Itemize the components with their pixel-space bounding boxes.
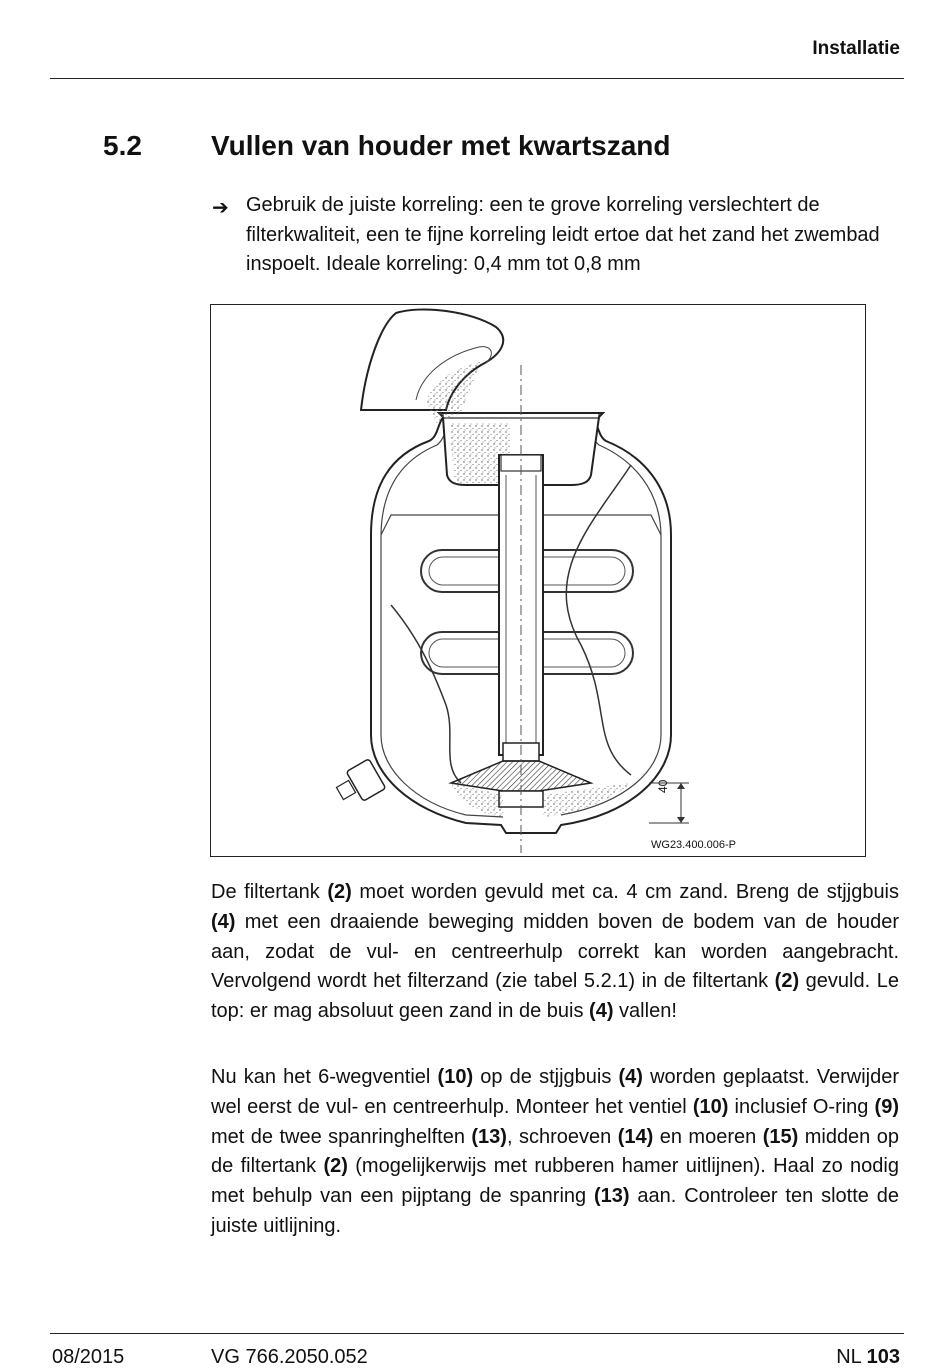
filter-tank-figure bbox=[210, 304, 866, 857]
reference-number: (13) bbox=[594, 1185, 630, 1208]
paragraph-valve-mounting: Nu kan het 6-wegventiel (10) op de stjjgbuis (4) worden geplaatst. Verwijder wel eerst de vul- en centreerhulp. Monteer het ventiel (10) inclusief O-ring (9) met de twee spanringhelften (13), schroeven (14) en moeren (15) midden op de filtertank (2) (mogelijkerwijs met rubberen hamer uitlijnen). Haal zo nodig met behulp van een pijptang de spanring (13) aan. Controleer ten slotte de juiste uitlijning. bbox=[211, 1066, 899, 1237]
reference-number: (4) bbox=[211, 910, 236, 933]
reference-number: (4) bbox=[618, 1066, 643, 1088]
paragraph-fill-instructions: De filtertank (2) moet worden gevuld met ca. 4 cm zand. Breng de stjjgbuis (4) met een draaiende beweging midden boven de bodem van de houder aan, zodat de vul- en centreerhulp correkt kan worden aangebracht. Vervolgend wordt het filterzand (zie tabel 5.2.1) in de filtertank (2) gevuld. Le top: er mag absoluut geen zand in de buis (4) vallen! bbox=[211, 881, 900, 1023]
arrow-right-icon: ➔ bbox=[212, 197, 229, 219]
dimension-label: 40 bbox=[656, 779, 670, 793]
reference-number: (2) bbox=[323, 1155, 348, 1178]
figure-code: WG23.400.006-P bbox=[651, 839, 736, 851]
reference-number: (13) bbox=[471, 1125, 507, 1148]
footer-rule bbox=[50, 1333, 904, 1334]
footer-page bbox=[836, 1346, 900, 1369]
section-title: Vullen van houder met kwartszand bbox=[211, 130, 671, 161]
reference-number: (2) bbox=[774, 970, 800, 993]
reference-number: (10) bbox=[437, 1066, 474, 1088]
reference-number: (9) bbox=[874, 1095, 899, 1118]
header-rule bbox=[50, 78, 904, 79]
footer-page-number: 103 bbox=[866, 1346, 900, 1368]
header-title: Installatie bbox=[812, 38, 900, 59]
reference-number: (10) bbox=[692, 1095, 729, 1118]
footer-date: 08/2015 bbox=[52, 1346, 125, 1368]
filter-tank-drawing bbox=[211, 305, 866, 857]
reference-number: (4) bbox=[589, 1000, 614, 1023]
reference-number: (15) bbox=[762, 1125, 799, 1148]
bullet-text: Gebruik de juiste korreling: een te grove korreling verslechtert de filterkwaliteit, een te fijne korreling leidt ertoe dat het zand het zwembad inspoelt. Ideale korreling: 0,4 mm tot 0,8 mm bbox=[246, 194, 880, 275]
footer-document-number: VG 766.2050.052 bbox=[211, 1346, 368, 1368]
section-number: 5.2 bbox=[103, 130, 142, 161]
footer-language: NL bbox=[836, 1346, 867, 1368]
reference-number: (2) bbox=[327, 881, 352, 903]
reference-number: (14) bbox=[617, 1125, 654, 1148]
